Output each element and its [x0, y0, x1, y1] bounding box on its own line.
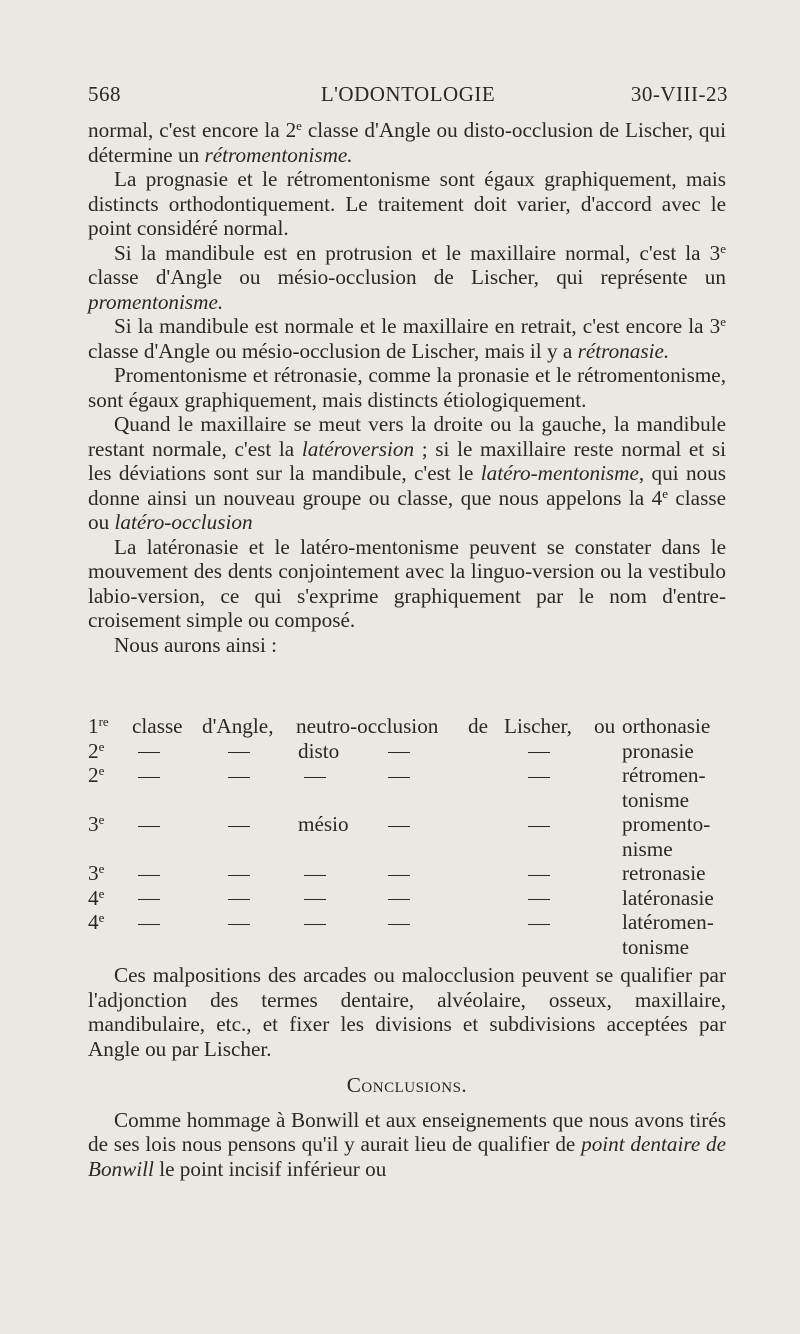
table-row: 3e mésio promento-nisme [88, 812, 711, 861]
classification-table [88, 714, 728, 959]
issue-date: 30-VIII-23 [630, 82, 728, 106]
paragraph-3: Si la mandibule est en protrusion et le maxillaire normal, c'est la 3e classe d'Angle ou mésio-occlusion de Lischer, qui représente un promentonisme. [88, 240, 726, 314]
table-row: 4e latéronasie [88, 885, 714, 910]
page-number: 568 [88, 82, 121, 106]
paragraph-5: Promentonisme et rétronasie, comme la pronasie et le rétromentonisme, sont égaux graphiquement, mais distincts étiologiquement. [88, 363, 726, 412]
table-row: 4e latéromen-tonisme [88, 910, 714, 959]
paragraph-1: normal, c'est encore la 2e classe d'Angle ou disto-occlusion de Lischer, qui détermine un rétromentonisme. [88, 118, 726, 167]
table-row: 3e retronasie [88, 861, 706, 885]
paragraph-4: Si la mandibule est normale et le maxillaire en retrait, c'est encore la 3e classe d'Angle ou mésio-occlusion de Lischer, mais il y a rétronasie. [88, 314, 726, 363]
paragraph-6: Quand le maxillaire se meut vers la droite ou la gauche, la mandibule restant normale, c'est la latéroversion ; si le maxillaire reste normal et si les déviations sont sur la mandibule, c'est le latéro-mentonisme, qui nous donne ainsi un nouveau groupe ou classe, que nous appelons la 4e classe ou latéro-occlusion [88, 412, 726, 534]
table-row: 2e disto pronasie [88, 738, 694, 763]
journal-title: L'ODONTOLOGIE [320, 82, 496, 106]
table-row: 2e rétromen-tonisme [88, 763, 706, 812]
table-row: 1re classe d'Angle, neutro-occlusion de Lischer, ou orthonasie [88, 714, 711, 738]
body-text [88, 118, 726, 657]
body-text-continued [88, 963, 726, 1181]
paragraph-after-table: Ces malpositions des arcades ou malocclusion peuvent se qualifier par l'adjonction des termes dentaire, alvéolaire, osseux, maxillaire, mandibulaire, etc., et fixer les divisions et subdivisions acceptées par Angle ou par Lischer. [88, 963, 726, 1061]
paragraph-8: Nous aurons ainsi : [114, 632, 278, 657]
conclusion-paragraph: Comme hommage à Bonwill et aux enseignements que nous avons tirés de ses lois nous pensons qu'il y aurait lieu de qualifier de point dentaire de Bonwill le point incisif inférieur ou [88, 1107, 727, 1181]
paragraph-7: La latéronasie et le latéro-mentonisme peuvent se constater dans le mouvement des dents conjointement avec la linguo-version ou la vestibulo labio-version, ce qui s'exprime graphiquement par le nom d'entre-croisement simple ou composé. [88, 534, 726, 632]
page-header [88, 82, 728, 112]
paragraph-2: La prognasie et le rétromentonisme sont égaux graphiquement, mais distincts orthodontiquement. Le traitement doit varier, d'accord avec le point considéré normal. [88, 167, 726, 240]
section-heading: Conclusions. [346, 1073, 468, 1097]
